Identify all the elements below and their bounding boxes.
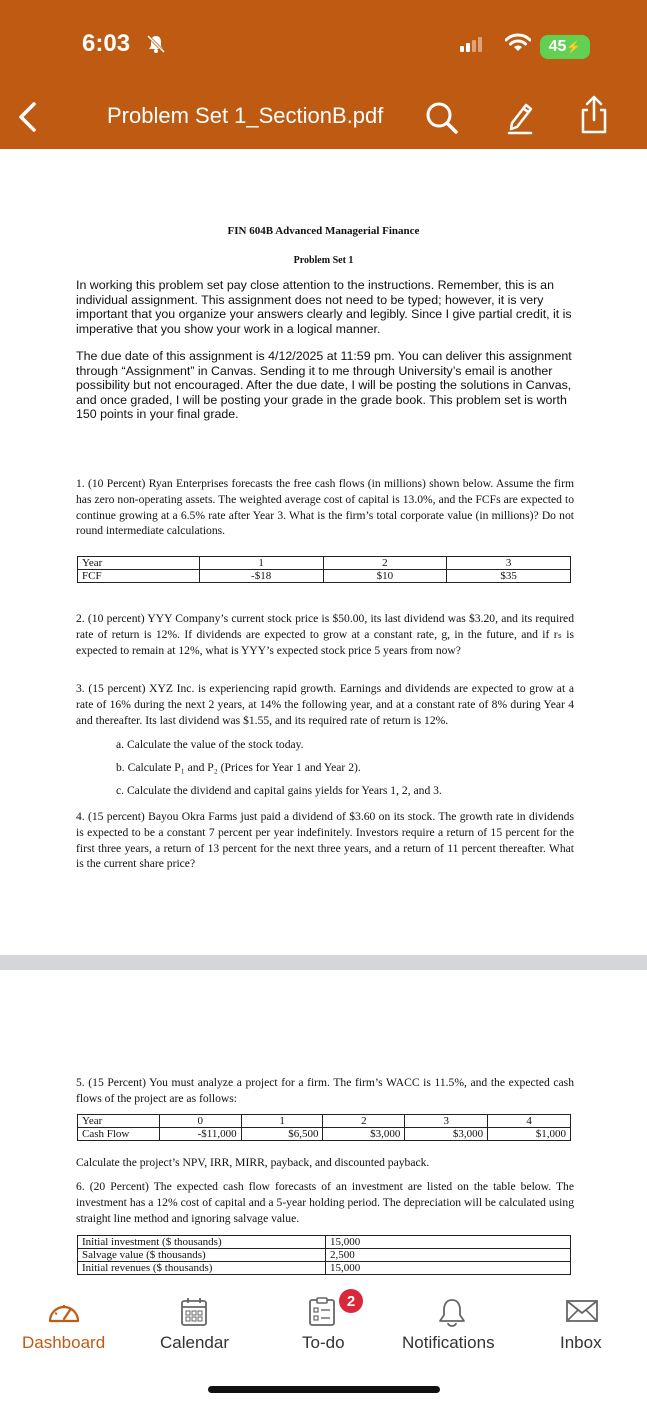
- tab-inbox-label: Inbox: [560, 1333, 602, 1352]
- table-cell: 2: [323, 1115, 405, 1128]
- table-row: [78, 570, 571, 583]
- todo-list-icon: [308, 1297, 336, 1327]
- table-cell: Initial revenues ($ thousands): [78, 1262, 326, 1275]
- table-cell: 15,000: [326, 1262, 571, 1275]
- wifi-icon: [505, 33, 531, 53]
- table-cell: 3: [447, 557, 571, 570]
- table-cell: Year: [78, 557, 200, 570]
- question-6: 6. (20 Percent) The expected cash flow forecasts of an investment are listed on the table below. The investment has a 12% cost of capital and a 5-year holding period. The depreciation will be calculated using straight line method and ignoring salvage value.: [76, 1180, 574, 1225]
- table-cell: 2: [323, 557, 447, 570]
- table-row: [78, 1128, 571, 1141]
- bottom-tab-bar: [0, 1283, 647, 1406]
- tab-notifications-label: Notifications: [402, 1333, 495, 1352]
- annotate-pencil-icon[interactable]: [506, 99, 534, 135]
- table-cell: $3,000: [405, 1128, 488, 1141]
- page-separator: [0, 955, 647, 970]
- question-3a: a. Calculate the value of the stock today.: [116, 738, 304, 751]
- table-cell: 0: [159, 1115, 241, 1128]
- table-cell: Initial investment ($ thousands): [78, 1236, 326, 1249]
- share-icon[interactable]: [578, 94, 610, 136]
- problem-set-title: Problem Set 1: [293, 255, 354, 266]
- table-cell: -$18: [199, 570, 323, 583]
- home-indicator[interactable]: [208, 1386, 440, 1393]
- table-cell: $35: [447, 570, 571, 583]
- table-cell: $6,500: [241, 1128, 323, 1141]
- pdf-viewer[interactable]: [0, 149, 647, 1283]
- dashboard-gauge-icon: [46, 1297, 82, 1325]
- table-row: [78, 1249, 571, 1262]
- calendar-icon: [180, 1297, 208, 1327]
- todo-count-badge: 2: [339, 1289, 363, 1313]
- back-chevron-icon[interactable]: [14, 100, 40, 134]
- tab-dashboard-label: Dashboard: [22, 1333, 106, 1352]
- battery-indicator: [540, 35, 590, 59]
- table-row: [78, 1115, 571, 1128]
- search-icon[interactable]: [424, 100, 460, 136]
- question-5: 5. (15 Percent) You must analyze a project for a firm. The firm’s WACC is 11.5%, and the expected cash flows of the project are as follows:: [76, 1076, 574, 1105]
- q6-forecast-table: [77, 1235, 571, 1275]
- notifications-bell-icon: [436, 1297, 468, 1327]
- question-3b: b. Calculate P₁ and P₂ (Prices for Year 1 and Year 2).: [116, 761, 361, 774]
- table-cell: -$11,000: [159, 1128, 241, 1141]
- table-cell: FCF: [78, 570, 200, 583]
- document-title: Problem Set 1_SectionB.pdf: [107, 103, 384, 128]
- table-row: [78, 1262, 571, 1275]
- table-cell: $10: [323, 570, 447, 583]
- q1-fcf-table: [77, 556, 571, 583]
- tab-calendar-label: Calendar: [160, 1333, 229, 1352]
- question-4: 4. (15 percent) Bayou Okra Farms just paid a dividend of $3.60 on its stock. The growth rate in dividends is expected to be a constant 7 percent per year indefinitely. Investors require a return of 15 percent for the first three years, a return of 13 percent for the next three years, and a return of 11 percent thereafter. What is the current share price?: [76, 810, 574, 871]
- table-cell: 1: [241, 1115, 323, 1128]
- table-cell: $3,000: [323, 1128, 405, 1141]
- intro-paragraph-1: In working this problem set pay close attention to the instructions. Remember, this is an individual assignment. This assignment does not need to be typed; however, it is very important that you organize your answers clearly and legibly. Since I give partial credit, it is imperative that you show your work in a logical manner.: [76, 278, 572, 336]
- question-3c: c. Calculate the dividend and capital gains yields for Years 1, 2, and 3.: [116, 784, 442, 797]
- table-cell: Cash Flow: [78, 1128, 160, 1141]
- question-2: 2. (10 percent) YYY Company’s current stock price is $50.00, its last dividend was $3.20, and its required rate of return is 12%. If dividends are expected to grow at a constant rate, g, in the future, and if rₛ is expected to remain at 12%, what is YYY’s expected stock price 5 years from now?: [76, 612, 574, 657]
- silent-mode-icon: [146, 34, 166, 54]
- battery-level: 45: [548, 38, 567, 55]
- table-cell: 3: [405, 1115, 488, 1128]
- inbox-envelope-icon: [565, 1297, 599, 1325]
- table-cell: Year: [78, 1115, 160, 1128]
- app-header: [0, 0, 647, 149]
- status-time: 6:03: [82, 30, 131, 57]
- table-cell: 15,000: [326, 1236, 571, 1249]
- cellular-signal-icon: [460, 37, 482, 52]
- question-1: 1. (10 Percent) Ryan Enterprises forecasts the free cash flows (in millions) shown below. Assume the firm has zero non-operating assets. The weighted average cost of capital is 13.0%, and the FCFs are expected to continue growing at a 6.5% rate after Year 3. What is the firm’s total corporate value (in millions)? Do not round intermediate calculations.: [76, 477, 574, 538]
- intro-paragraph-2: The due date of this assignment is 4/12/2025 at 11:59 pm. You can deliver this assignment through “Assignment” in Canvas. Sending it to me through University’s email is another possibility but not encouraged. After the due date, I will be posting the solutions in Canvas, and once graded, I will be posting your grade in the grade book. This problem set is worth 150 points in your final grade.: [76, 349, 572, 421]
- table-row: [78, 557, 571, 570]
- tab-todo-label: To-do: [302, 1333, 345, 1352]
- table-row: [78, 1236, 571, 1249]
- table-cell: 1: [199, 557, 323, 570]
- table-cell: Salvage value ($ thousands): [78, 1249, 326, 1262]
- course-title: FIN 604B Advanced Managerial Finance: [227, 225, 420, 237]
- table-cell: 2,500: [326, 1249, 571, 1262]
- table-cell: $1,000: [488, 1128, 571, 1141]
- question-3: 3. (15 percent) XYZ Inc. is experiencing rapid growth. Earnings and dividends are expected to grow at a rate of 16% during the next 2 years, at 14% the following year, and at a constant rate of 8% during Year 4 and thereafter. Its last dividend was $1.55, and its required rate of return is 12%.: [76, 682, 574, 727]
- q5-cash-flow-table: [77, 1114, 571, 1141]
- charging-bolt-icon: ⚡: [566, 40, 582, 54]
- question-5-instructions: Calculate the project’s NPV, IRR, MIRR, payback, and discounted payback.: [76, 1156, 430, 1169]
- table-cell: 4: [488, 1115, 571, 1128]
